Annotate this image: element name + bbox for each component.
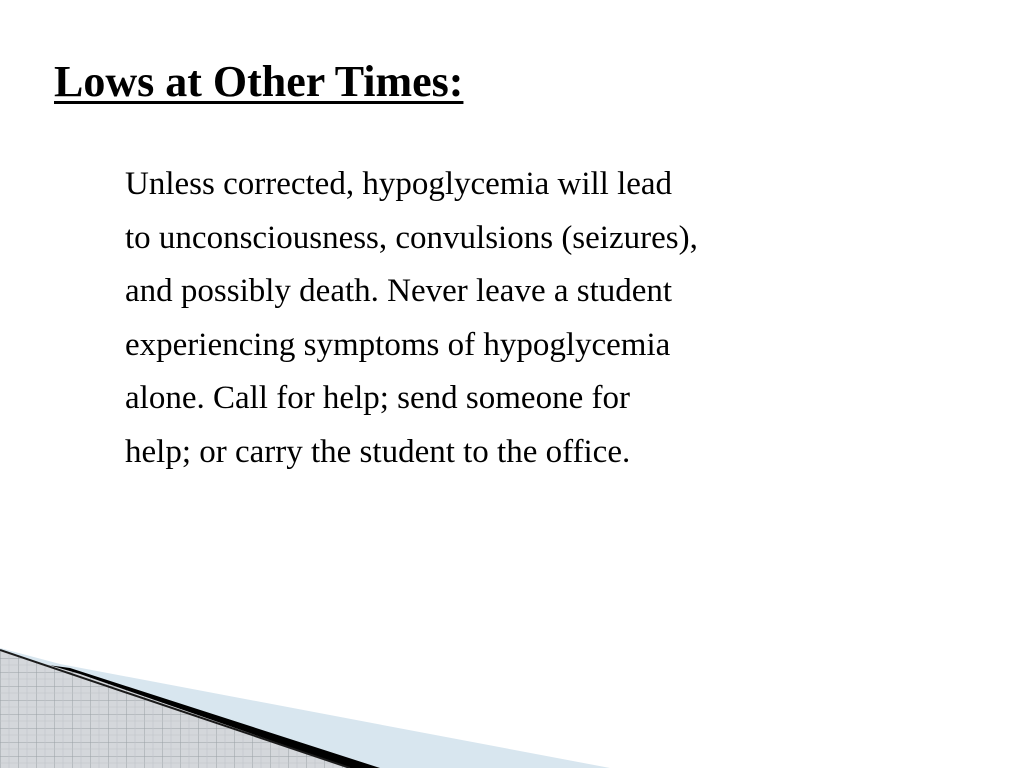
slide-body xyxy=(125,158,698,479)
body-line: alone. Call for help; send someone for xyxy=(125,380,630,416)
slide-title: Lows at Other Times: xyxy=(54,57,464,106)
body-line: and possibly death. Never leave a student xyxy=(125,273,673,309)
body-line: to unconsciousness, convulsions (seizures), xyxy=(125,219,698,256)
grid-panel-shape xyxy=(0,650,350,768)
accent-line-shape xyxy=(0,650,350,768)
body-line: help; or carry the student to the office. xyxy=(125,433,631,470)
dark-wedge-shape xyxy=(0,656,380,768)
body-line: experiencing symptoms of hypoglycemia xyxy=(125,326,671,363)
body-line: Unless corrected, hypoglycemia will lead xyxy=(125,166,673,202)
light-wedge-shape xyxy=(0,648,610,768)
